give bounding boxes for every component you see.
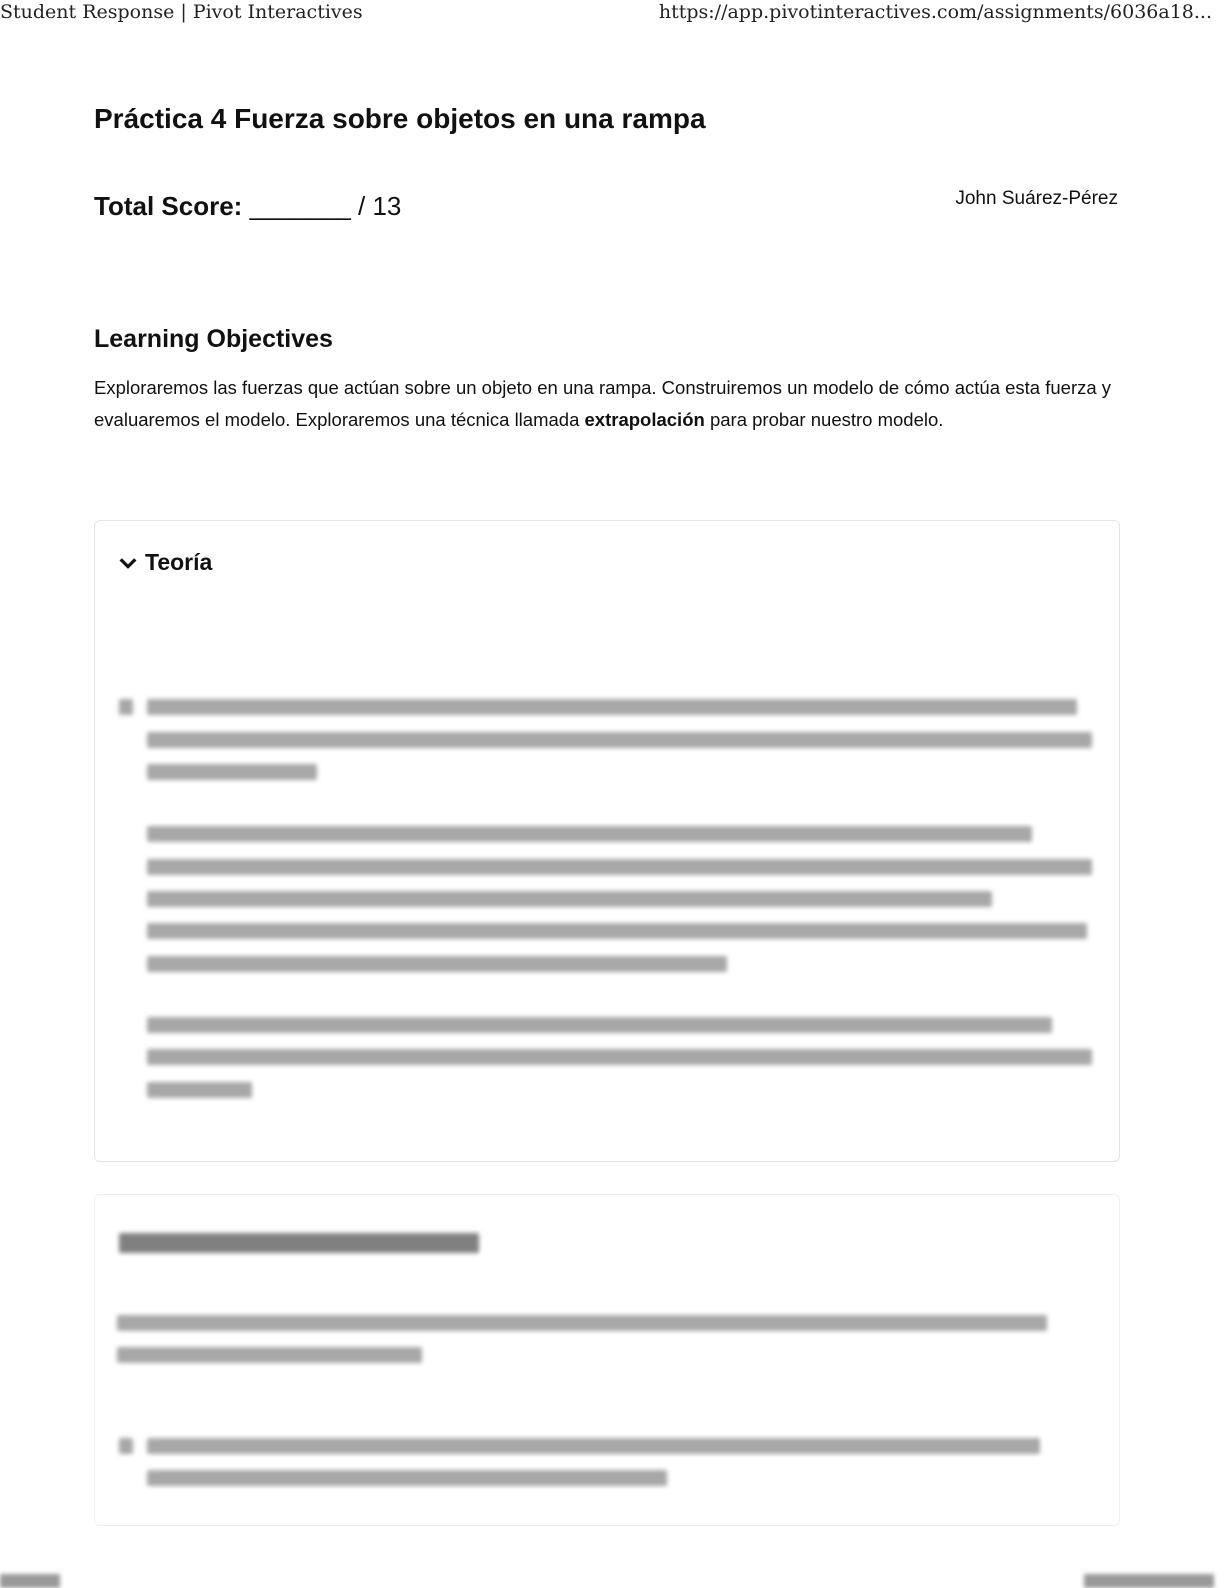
chevron-down-icon [117, 552, 139, 574]
student-name: John Suárez-Pérez [955, 188, 1118, 209]
print-date [1084, 1574, 1214, 1588]
learning-objectives-heading: Learning Objectives [94, 325, 333, 353]
section-teoria [94, 520, 1120, 1162]
section-parte-1 [94, 1194, 1120, 1526]
learning-objectives-text [94, 372, 1124, 436]
total-score [94, 191, 401, 222]
lo-text-bold: extrapolación [584, 409, 705, 430]
score-value: _______ / 13 [249, 191, 402, 221]
page-number [0, 1574, 60, 1588]
page-url: https://app.pivotinteractives.com/assignments/6036a18... [658, 1, 1212, 23]
section-toggle-teoria[interactable] [117, 549, 212, 576]
section-title: Teoría [145, 549, 213, 575]
assignment-title: Práctica 4 Fuerza sobre objetos en una rampa [94, 103, 706, 134]
lo-text-1: Exploraremos las fuerzas que actúan sobre un objeto en una rampa. Construiremos un modelo de cómo actúa esta fuerza y evaluaremos el modelo. Exploraremos una técnica llamada [94, 377, 1112, 430]
lo-text-2: para probar nuestro modelo. [704, 409, 944, 430]
print-header [0, 0, 1224, 28]
page-title-header: Student Response | Pivot Interactives [0, 1, 363, 23]
score-label: Total Score: [94, 191, 243, 221]
